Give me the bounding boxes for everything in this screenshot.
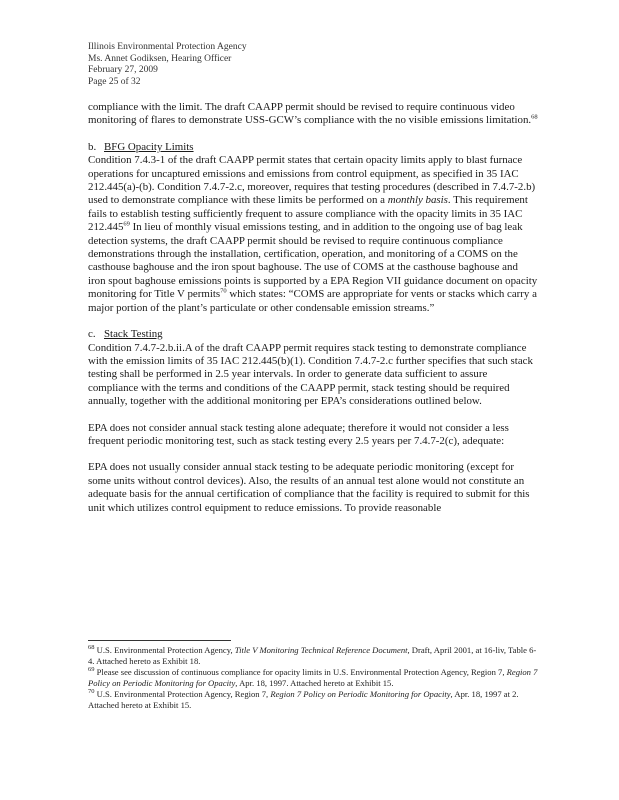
section-c-heading: c. Stack Testing bbox=[88, 328, 163, 341]
section-b-title: BFG Opacity Limits bbox=[104, 140, 194, 153]
footnote-ref-70: 70 bbox=[220, 287, 227, 295]
footnotes bbox=[88, 645, 538, 711]
section-b-paragraph: Condition 7.4.3-1 of the draft CAAPP permit states that certain opacity limits apply to blast furnace operations for uncaptured emissions and emissions from control equipment, as specified in 35 IAC 212.445(a)-(b). Condition 7.4.7-2.c, moreover, requires that testing procedures (described in 7.4.7-2.b) used to demonstrate compliance with these limits be performed on a monthly basis. This requirement fails to establish testing sufficiently frequent to assure compliance with the opacity limits in 35 IAC 212.445$^{69}$ In lieu of monthly visual emissions testing, and in addition to the ongoing use of bag leak detection systems, the draft CAAPP permit should be revised to require continuous compliance demonstrations through the installation, certification, operation, and monitoring of a COMS on the casthouse baghouse and the iron spout baghouse. The use of COMS at the casthouse baghouse and iron spout baghouse emissions points is supported by a EPA Region VII guidance document on opacity monitoring for Title V permits$^{70}$ which states: “COMS are appropriate for vents or stacks which carry a major portion of the plant’s particulate or other condensable emission streams.” bbox=[88, 154, 538, 314]
header-recipient: Ms. Annet Godiksen, Hearing Officer bbox=[88, 53, 232, 64]
intro-paragraph: compliance with the limit. The draft CAAPP permit should be revised to require continuous video monitoring of flares to demonstrate USS-GCW’s compliance with the no visible emissions limitation.$^{68}$ bbox=[88, 101, 538, 127]
header-date: February 27, 2009 bbox=[88, 65, 158, 75]
block-quote: EPA does not usually consider annual stack testing to be adequate periodic monitoring (except for some units without control devices). Also, the results of an annual test alone would not constitute an adequate basis for the annual certification of compliance that the facility is required to submit for this unit which utilizes control equipment to reduce emissions. To provide reasonable bbox=[88, 461, 530, 514]
document-body bbox=[88, 101, 538, 515]
letter-header bbox=[88, 42, 247, 88]
footnote-ref-68: 68 bbox=[531, 113, 538, 121]
epa-paragraph: EPA does not consider annual stack testing alone adequate; therefore it would not consider a less frequent periodic monitoring test, such as stack testing every 2.5 years per 7.4.7-2(c), adequate: bbox=[88, 421, 509, 447]
section-c-title: Stack Testing bbox=[104, 328, 163, 341]
footnote: $^{69}$ Please see discussion of continuous compliance for opacity limits in U.S. Environmental Protection Agency, Region 7, Region 7 Policy on Periodic Monitoring for Opacity, Apr. 18, 1997. Attached hereto at Exhibit 15. bbox=[88, 666, 538, 688]
header-page-number: Page 25 of 32 bbox=[88, 76, 141, 87]
footnote: $^{70}$ U.S. Environmental Protection Agency, Region 7, Region 7 Policy on Periodic Monitoring for Opacity, Apr. 18, 1997 at 2. Attached hereto at Exhibit 15. bbox=[88, 688, 519, 710]
section-c-paragraph: Condition 7.4.7-2.b.ii.A of the draft CAAPP permit requires stack testing to demonstrate compliance with the emission limits of 35 IAC 212.445(b)(1). Condition 7.4.7-2.c further specifies that such stack testing shall be performed in 2.5 year intervals. In order to generate data sufficient to assure compliance with the terms and conditions of the CAAPP permit, stack testing should be required annually, together with the additional monitoring per EPA’s considerations outlined below. bbox=[88, 341, 533, 408]
footnote-divider bbox=[88, 640, 231, 641]
header-agency: Illinois Environmental Protection Agency bbox=[88, 42, 247, 52]
section-b-heading: b. BFG Opacity Limits bbox=[88, 140, 194, 153]
footnote-ref-69: 69 bbox=[123, 220, 130, 228]
footnote: $^{68}$ U.S. Environmental Protection Agency, Title V Monitoring Technical Reference Document, Draft, April 2001, at 16-liv, Table 6-4. Attached hereto as Exhibit 18. bbox=[88, 644, 537, 666]
